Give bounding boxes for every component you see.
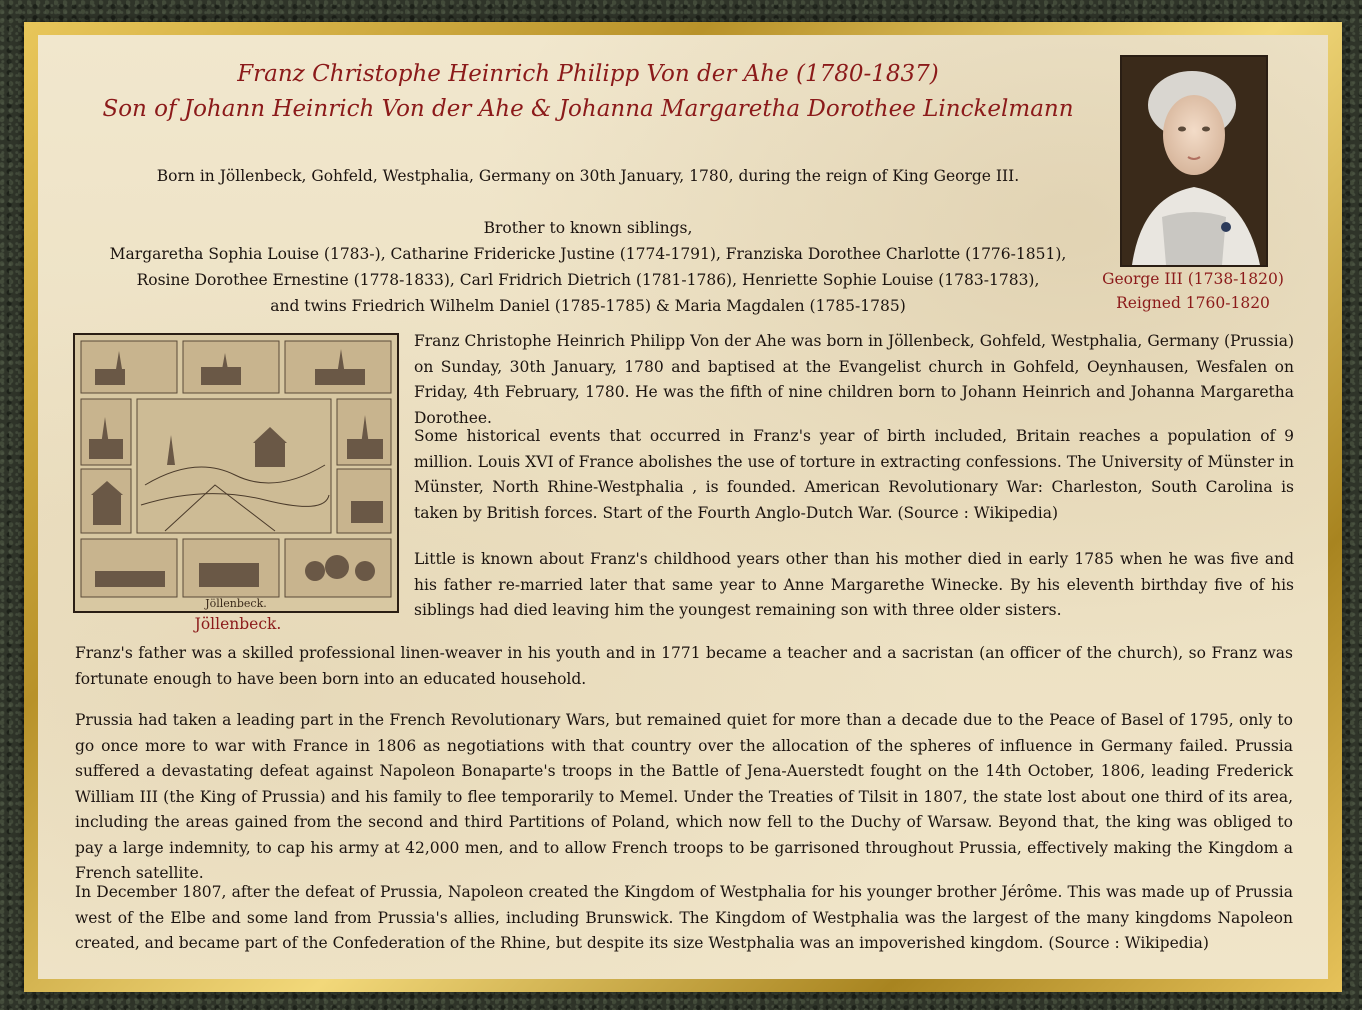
- engraving-inscription: Jöllenbeck.: [205, 597, 267, 610]
- siblings-block: [38, 215, 1138, 319]
- siblings-heading: Brother to known siblings,: [483, 219, 693, 237]
- portrait-caption-reign: Reigned 1760-1820: [1116, 294, 1270, 312]
- paragraph-childhood: Little is known about Franz's childhood years other than his mother died in early 1785 when he was five and his father re-married later that same year to Anne Margarethe Winecke. By his eleventh birthday five of his siblings had died leaving him the youngest remaining son with three older sisters.: [414, 550, 1294, 619]
- siblings-line: Rosine Dorothee Ernestine (1778-1833), Carl Fridrich Dietrich (1781-1786), Henriette Sophie Louise (1783-1783),: [136, 271, 1040, 289]
- paragraph-westphalia: In December 1807, after the defeat of Prussia, Napoleon created the Kingdom of Westphalia for his younger brother Jérôme. This was made up of Prussia west of the Elbe and some land from Prussia's allies, including Brunswick. The Kingdom of Westphalia was the largest of the many kingdoms Napoleon created, and became part of the Confederation of the Rhine, but despite its size Westphalia was an impoverished kingdom. (Source : Wikipedia): [75, 883, 1293, 952]
- gold-frame: [24, 22, 1342, 992]
- portrait-caption-name: George III (1738-1820): [1102, 270, 1284, 288]
- paragraph-father: Franz's father was a skilled professional linen-weaver in his youth and in 1771 became a teacher and a sacristan (an officer of the church), so Franz was fortunate enough to have been born into an educated household.: [75, 644, 1293, 688]
- portrait-image: [1122, 57, 1266, 265]
- siblings-line: and twins Friedrich Wilhelm Daniel (1785-1785) & Maria Magdalen (1785-1785): [270, 297, 906, 315]
- page-title: Franz Christophe Heinrich Philipp Von der Ahe (1780-1837): [237, 61, 939, 87]
- parchment-page: [38, 35, 1328, 979]
- george-iii-portrait: [1120, 55, 1268, 267]
- siblings-line: Margaretha Sophia Louise (1783-), Catharine Fridericke Justine (1774-1791), Franziska Dorothee Charlotte (1776-1851),: [109, 245, 1067, 263]
- engraving-caption: Jöllenbeck.: [194, 615, 282, 633]
- jollenbeck-engraving: [73, 333, 399, 613]
- paragraph-birth: Franz Christophe Heinrich Philipp Von der Ahe was born in Jöllenbeck, Gohfeld, Westphalia, Germany (Prussia) on Sunday, 30th January, 1780 and baptised at the Evangelist church in Gohfeld, Oeynhausen, Wesfalen on Friday, 4th February, 1780. He was the fifth of nine children born to Johann Heinrich and Johanna Margaretha Dorothee.: [414, 332, 1294, 427]
- paragraph-prussia-wars: Prussia had taken a leading part in the French Revolutionary Wars, but remained quiet for more than a decade due to the Peace of Basel of 1795, only to go once more to war with France in 1806 as negotiations with that country over the allocation of the spheres of influence in Germany failed. Prussia suffered a devastating defeat against Napoleon Bonaparte's troops in the Battle of Jena-Auerstedt fought on the 14th October, 1806, leading Frederick William III (the King of Prussia) and his family to flee temporarily to Memel. Under the Treaties of Tilsit in 1807, the state lost about one third of its area, including the areas gained from the second and third Partitions of Poland, which now fell to the Duchy of Warsaw. Beyond that, the king was obliged to pay a large indemnity, to cap his army at 42,000 men, and to allow French troops to be garrisoned throughout Prussia, effectively making the Kingdom a French satellite.: [75, 711, 1293, 882]
- portrait-caption: [1088, 267, 1298, 315]
- birth-statement: Born in Jöllenbeck, Gohfeld, Westphalia, Germany on 30th January, 1780, during the reign of King George III.: [156, 167, 1020, 185]
- paragraph-historical-events: Some historical events that occurred in Franz's year of birth included, Britain reaches a population of 9 million. Louis XVI of France abolishes the use of torture in extracting confessions. The University of Münster in Münster, North Rhine-Westphalia , is founded. American Revolutionary War: Charleston, South Carolina is taken by British forces. Start of the Fourth Anglo-Dutch War. (Source : Wikipedia): [414, 427, 1294, 522]
- engraving-image: [75, 335, 397, 611]
- page-subtitle: Son of Johann Heinrich Von der Ahe & Johanna Margaretha Dorothee Linckelmann: [102, 96, 1074, 122]
